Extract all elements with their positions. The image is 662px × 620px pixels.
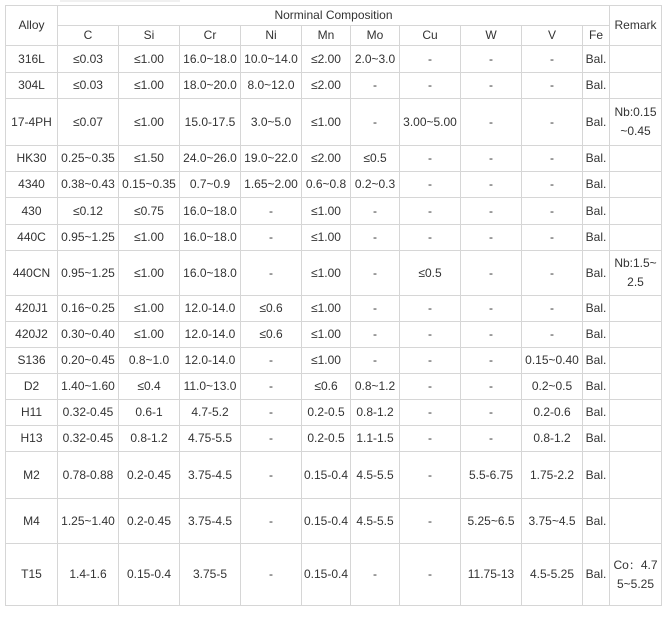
composition-cell: - (461, 146, 522, 172)
composition-cell: ≤1.00 (302, 348, 351, 374)
composition-cell: 0.20~0.45 (58, 348, 119, 374)
composition-cell: 3.75~4.5 (522, 499, 583, 544)
composition-cell: 1.4-1.6 (58, 544, 119, 606)
alloy-cell: 420J1 (6, 296, 58, 322)
composition-cell: ≤1.00 (302, 296, 351, 322)
table-row (6, 46, 662, 73)
composition-cell: 18.0~20.0 (180, 73, 241, 99)
composition-cell: 0.15~0.40 (522, 348, 583, 374)
composition-cell: Bal. (583, 146, 610, 172)
composition-cell: ≤0.07 (58, 99, 119, 146)
composition-cell: - (400, 374, 461, 400)
composition-cell: - (241, 452, 302, 499)
alloy-cell: HK30 (6, 146, 58, 172)
composition-cell: 1.65~2.00 (241, 172, 302, 198)
composition-cell: 16.0~18.0 (180, 46, 241, 73)
composition-cell: ≤1.00 (119, 73, 180, 99)
composition-cell: 0.25~0.35 (58, 146, 119, 172)
table-row (6, 452, 662, 499)
alloy-cell: 420J2 (6, 322, 58, 348)
composition-cell: ≤1.00 (302, 251, 351, 296)
composition-table-container (5, 5, 662, 606)
composition-cell: - (241, 348, 302, 374)
composition-cell: - (351, 544, 400, 606)
element-header-si: Si (119, 26, 180, 46)
composition-cell: 0.15~0.35 (119, 172, 180, 198)
composition-cell: ≤1.00 (119, 99, 180, 146)
composition-cell: - (241, 544, 302, 606)
element-header-c: C (58, 26, 119, 46)
remark-cell (610, 146, 662, 172)
composition-cell: 16.0~18.0 (180, 251, 241, 296)
composition-cell: 0.2~0.5 (522, 374, 583, 400)
composition-cell: ≤1.00 (302, 322, 351, 348)
composition-cell: 19.0~22.0 (241, 146, 302, 172)
composition-cell: 4.75-5.5 (180, 426, 241, 452)
composition-cell: ≤1.50 (119, 146, 180, 172)
composition-cell: 5.25~6.5 (461, 499, 522, 544)
composition-cell: ≤0.5 (400, 251, 461, 296)
composition-cell: 0.8-1.2 (351, 400, 400, 426)
composition-cell: 0.78-0.88 (58, 452, 119, 499)
composition-cell: - (400, 544, 461, 606)
composition-cell: 11.75-13 (461, 544, 522, 606)
composition-cell: ≤0.5 (351, 146, 400, 172)
composition-cell: ≤1.00 (119, 46, 180, 73)
alloy-cell: 304L (6, 73, 58, 99)
element-header-fe: Fe (583, 26, 610, 46)
composition-cell: - (400, 499, 461, 544)
composition-cell: - (461, 251, 522, 296)
remark-cell (610, 499, 662, 544)
remark-cell (610, 348, 662, 374)
composition-cell: ≤1.00 (119, 251, 180, 296)
composition-cell: - (461, 348, 522, 374)
composition-cell: 2.0~3.0 (351, 46, 400, 73)
composition-cell: - (461, 46, 522, 73)
composition-cell: - (351, 322, 400, 348)
composition-cell: Bal. (583, 322, 610, 348)
composition-cell: 1.40~1.60 (58, 374, 119, 400)
composition-cell: ≤0.4 (119, 374, 180, 400)
composition-cell: 16.0~18.0 (180, 198, 241, 225)
composition-cell: Bal. (583, 225, 610, 251)
composition-cell: Bal. (583, 296, 610, 322)
composition-cell: - (351, 296, 400, 322)
table-row (6, 73, 662, 99)
composition-cell: 11.0~13.0 (180, 374, 241, 400)
alloy-cell: 430 (6, 198, 58, 225)
composition-cell: 3.75-5 (180, 544, 241, 606)
composition-cell: ≤1.00 (302, 99, 351, 146)
composition-cell: - (522, 322, 583, 348)
composition-cell: - (461, 172, 522, 198)
table-row (6, 251, 662, 296)
composition-cell: Bal. (583, 426, 610, 452)
composition-cell: - (461, 198, 522, 225)
alloy-header: Alloy (6, 6, 58, 46)
composition-cell: - (400, 348, 461, 374)
composition-cell: - (522, 225, 583, 251)
composition-cell: - (522, 146, 583, 172)
composition-cell: - (522, 172, 583, 198)
composition-cell: - (522, 296, 583, 322)
composition-cell: - (351, 73, 400, 99)
composition-cell: Bal. (583, 499, 610, 544)
remark-cell (610, 426, 662, 452)
composition-cell: - (522, 251, 583, 296)
element-header-w: W (461, 26, 522, 46)
composition-cell: 12.0-14.0 (180, 348, 241, 374)
table-row (6, 296, 662, 322)
composition-cell: 0.15-0.4 (302, 544, 351, 606)
composition-cell: - (461, 99, 522, 146)
composition-cell: 0.6-1 (119, 400, 180, 426)
composition-cell: 0.7~0.9 (180, 172, 241, 198)
composition-cell: 4.5-5.25 (522, 544, 583, 606)
table-row (6, 225, 662, 251)
composition-cell: ≤2.00 (302, 146, 351, 172)
composition-cell: ≤1.00 (119, 225, 180, 251)
composition-cell: - (400, 46, 461, 73)
element-header-mn: Mn (302, 26, 351, 46)
remark-cell: Nb:1.5~2.5 (610, 251, 662, 296)
composition-cell: - (351, 99, 400, 146)
composition-cell: 0.30~0.40 (58, 322, 119, 348)
remark-cell (610, 73, 662, 99)
composition-cell: 4.5-5.5 (351, 452, 400, 499)
composition-cell: Bal. (583, 374, 610, 400)
composition-cell: 5.5-6.75 (461, 452, 522, 499)
table-row (6, 400, 662, 426)
composition-cell: 0.95~1.25 (58, 225, 119, 251)
composition-cell: ≤0.03 (58, 73, 119, 99)
composition-cell: ≤1.00 (119, 322, 180, 348)
alloy-cell: T15 (6, 544, 58, 606)
composition-cell: ≤0.6 (241, 296, 302, 322)
composition-cell: 0.15-0.4 (302, 499, 351, 544)
composition-cell: 0.2~0.3 (351, 172, 400, 198)
element-header-cr: Cr (180, 26, 241, 46)
alloy-cell: M2 (6, 452, 58, 499)
composition-cell: Bal. (583, 198, 610, 225)
composition-cell: ≤0.75 (119, 198, 180, 225)
composition-cell: 0.38~0.43 (58, 172, 119, 198)
table-row (6, 499, 662, 544)
composition-cell: 0.8-1.2 (119, 426, 180, 452)
composition-cell: - (461, 225, 522, 251)
composition-cell: - (241, 499, 302, 544)
composition-cell: 0.2-0.5 (302, 426, 351, 452)
composition-cell: - (461, 322, 522, 348)
composition-cell: ≤1.00 (302, 198, 351, 225)
composition-cell: 0.32-0.45 (58, 400, 119, 426)
composition-cell: - (400, 225, 461, 251)
composition-cell: - (400, 296, 461, 322)
composition-cell: Bal. (583, 99, 610, 146)
composition-cell: 0.95~1.25 (58, 251, 119, 296)
composition-cell: Bal. (583, 172, 610, 198)
remark-cell (610, 46, 662, 73)
table-row (6, 426, 662, 452)
composition-cell: - (351, 225, 400, 251)
table-row (6, 172, 662, 198)
remark-cell (610, 452, 662, 499)
composition-cell: - (400, 426, 461, 452)
composition-cell: ≤0.12 (58, 198, 119, 225)
composition-cell: 4.7-5.2 (180, 400, 241, 426)
composition-cell: Bal. (583, 544, 610, 606)
composition-cell: 3.75-4.5 (180, 452, 241, 499)
alloy-cell: H13 (6, 426, 58, 452)
composition-cell: 0.16~0.25 (58, 296, 119, 322)
element-header-cu: Cu (400, 26, 461, 46)
alloy-cell: 316L (6, 46, 58, 73)
table-row (6, 198, 662, 225)
composition-cell: Bal. (583, 400, 610, 426)
composition-cell: - (351, 348, 400, 374)
composition-cell: 0.2-0.45 (119, 499, 180, 544)
composition-cell: - (241, 426, 302, 452)
remark-cell: Nb:0.15~0.45 (610, 99, 662, 146)
alloy-cell: D2 (6, 374, 58, 400)
remark-cell (610, 296, 662, 322)
composition-cell: - (241, 400, 302, 426)
alloy-cell: 440CN (6, 251, 58, 296)
remark-cell (610, 322, 662, 348)
table-row (6, 544, 662, 606)
composition-cell: 10.0~14.0 (241, 46, 302, 73)
composition-cell: ≤1.00 (119, 296, 180, 322)
composition-cell: - (241, 251, 302, 296)
remark-cell (610, 400, 662, 426)
composition-cell: - (522, 46, 583, 73)
table-row (6, 348, 662, 374)
composition-cell: ≤2.00 (302, 46, 351, 73)
remark-cell (610, 374, 662, 400)
composition-cell: - (461, 400, 522, 426)
composition-cell: ≤0.6 (302, 374, 351, 400)
composition-cell: 15.0-17.5 (180, 99, 241, 146)
composition-cell: 1.75-2.2 (522, 452, 583, 499)
remark-cell (610, 172, 662, 198)
composition-cell: - (400, 73, 461, 99)
composition-cell: 0.8-1.2 (522, 426, 583, 452)
composition-table (5, 5, 662, 606)
remark-cell (610, 225, 662, 251)
composition-cell: Bal. (583, 73, 610, 99)
composition-cell: - (400, 400, 461, 426)
composition-cell: 0.8~1.0 (119, 348, 180, 374)
composition-cell: ≤0.6 (241, 322, 302, 348)
element-header-v: V (522, 26, 583, 46)
composition-cell: 1.25~1.40 (58, 499, 119, 544)
table-row (6, 146, 662, 172)
composition-header: Norminal Composition (58, 6, 610, 26)
composition-cell: - (400, 172, 461, 198)
composition-cell: 16.0~18.0 (180, 225, 241, 251)
composition-cell: ≤0.03 (58, 46, 119, 73)
alloy-cell: 440C (6, 225, 58, 251)
remark-cell: Co：4.75~5.25 (610, 544, 662, 606)
composition-cell: - (461, 426, 522, 452)
composition-cell: 1.1-1.5 (351, 426, 400, 452)
composition-cell: 12.0-14.0 (180, 322, 241, 348)
table-row (6, 322, 662, 348)
top-divider (60, 0, 180, 2)
composition-cell: 3.0~5.0 (241, 99, 302, 146)
composition-cell: 24.0~26.0 (180, 146, 241, 172)
composition-cell: - (241, 225, 302, 251)
composition-cell: 0.15-0.4 (119, 544, 180, 606)
composition-cell: - (461, 296, 522, 322)
composition-cell: 3.00~5.00 (400, 99, 461, 146)
composition-cell: - (461, 73, 522, 99)
composition-cell: Bal. (583, 452, 610, 499)
composition-cell: - (241, 198, 302, 225)
composition-cell: ≤2.00 (302, 73, 351, 99)
composition-cell: 0.2-0.6 (522, 400, 583, 426)
composition-cell: Bal. (583, 46, 610, 73)
table-row (6, 374, 662, 400)
element-header-mo: Mo (351, 26, 400, 46)
composition-cell: - (241, 374, 302, 400)
composition-cell: Bal. (583, 251, 610, 296)
composition-cell: 0.32-0.45 (58, 426, 119, 452)
composition-cell: ≤1.00 (302, 225, 351, 251)
alloy-cell: 17-4PH (6, 99, 58, 146)
composition-table-body (6, 46, 662, 606)
composition-cell: - (351, 198, 400, 225)
alloy-cell: S136 (6, 348, 58, 374)
composition-cell: - (351, 251, 400, 296)
element-header-ni: Ni (241, 26, 302, 46)
composition-cell: 0.2-0.45 (119, 452, 180, 499)
composition-cell: - (522, 73, 583, 99)
composition-cell: - (461, 374, 522, 400)
composition-cell: Bal. (583, 348, 610, 374)
composition-cell: - (522, 198, 583, 225)
composition-cell: 0.8~1.2 (351, 374, 400, 400)
composition-cell: - (400, 452, 461, 499)
remark-cell (610, 198, 662, 225)
alloy-cell: M4 (6, 499, 58, 544)
composition-cell: - (400, 146, 461, 172)
composition-cell: - (400, 322, 461, 348)
alloy-cell: 4340 (6, 172, 58, 198)
composition-cell: - (400, 198, 461, 225)
remark-header: Remark (610, 6, 662, 46)
composition-cell: 4.5-5.5 (351, 499, 400, 544)
composition-cell: 0.2-0.5 (302, 400, 351, 426)
composition-cell: 12.0-14.0 (180, 296, 241, 322)
composition-cell: 0.15-0.4 (302, 452, 351, 499)
composition-cell: 3.75-4.5 (180, 499, 241, 544)
composition-cell: 0.6~0.8 (302, 172, 351, 198)
table-row (6, 99, 662, 146)
composition-cell: 8.0~12.0 (241, 73, 302, 99)
alloy-cell: H11 (6, 400, 58, 426)
composition-cell: - (522, 99, 583, 146)
